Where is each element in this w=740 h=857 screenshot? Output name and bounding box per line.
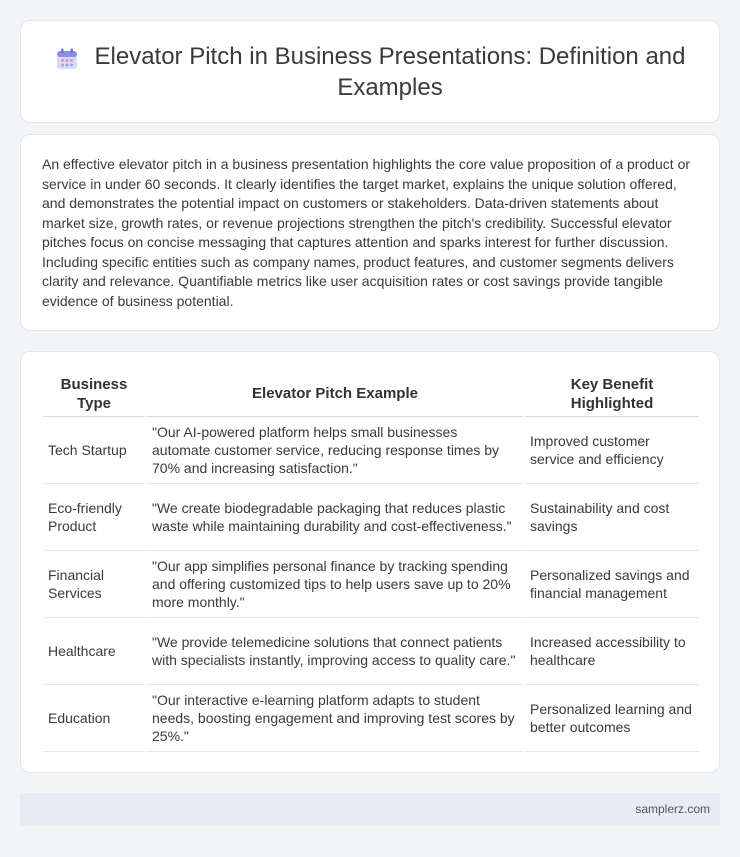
table-row [43,550,699,617]
pitch-table [43,372,699,752]
table-header-row [43,372,699,416]
table-row [43,684,699,751]
cell-business-type: Eco-friendly Product [43,483,146,550]
cell-business-type: Financial Services [43,550,146,617]
cell-benefit: Improved customer service and efficiency [524,416,699,483]
cell-business-type: Healthcare [43,617,146,684]
table-row [43,483,699,550]
cell-pitch: "Our app simplifies personal finance by tracking spending and offering customized tips to help users save up to 20% more monthly." [146,550,524,617]
cell-business-type: Education [43,684,146,751]
header-business-type: Business Type [43,372,146,416]
footer-site-link[interactable]: samplerz.com [635,802,710,816]
intro-paragraph: An effective elevator pitch in a business presentation highlights the core value proposition of a product or service in under 60 seconds. It clearly identifies the target market, explains the unique solution offered, and demonstrates the potential impact on customers or stakeholders. Data-driven statements about market size, growth rates, or revenue projections strengthen the pitch's credibility. Successful elevator pitches focus on concise messaging that captures attention and sparks interest for further discussion. Including specific entities such as company names, product features, and customer segments delivers clarity and relevance. Quantifiable metrics like user acquisition rates or cost savings provide tangible evidence of business potential. [42,156,691,309]
table-card [20,351,720,773]
cell-benefit: Personalized savings and financial management [524,550,699,617]
cell-pitch: "Our AI-powered platform helps small businesses automate customer service, reducing response times by 70% and increasing satisfaction." [146,416,524,483]
cell-benefit: Sustainability and cost savings [524,483,699,550]
cell-benefit: Personalized learning and better outcomes [524,684,699,751]
table-row [43,416,699,483]
title-card [20,20,720,123]
cell-pitch: "Our interactive e-learning platform adapts to student needs, boosting engagement and improving test scores by 25%." [146,684,524,751]
cell-business-type: Tech Startup [43,416,146,483]
header-pitch-example: Elevator Pitch Example [146,372,524,416]
cell-pitch: "We create biodegradable packaging that reduces plastic waste while maintaining durability and cost-effectiveness." [146,483,524,550]
intro-card [20,134,720,331]
table-row [43,617,699,684]
page-title: Elevator Pitch in Business Presentations: Definition and Examples [94,42,686,101]
footer-bar [20,793,720,826]
cell-benefit: Increased accessibility to healthcare [524,617,699,684]
header-key-benefit: Key Benefit Highlighted [524,372,699,416]
cell-pitch: "We provide telemedicine solutions that connect patients with specialists instantly, improving access to quality care." [146,617,524,684]
